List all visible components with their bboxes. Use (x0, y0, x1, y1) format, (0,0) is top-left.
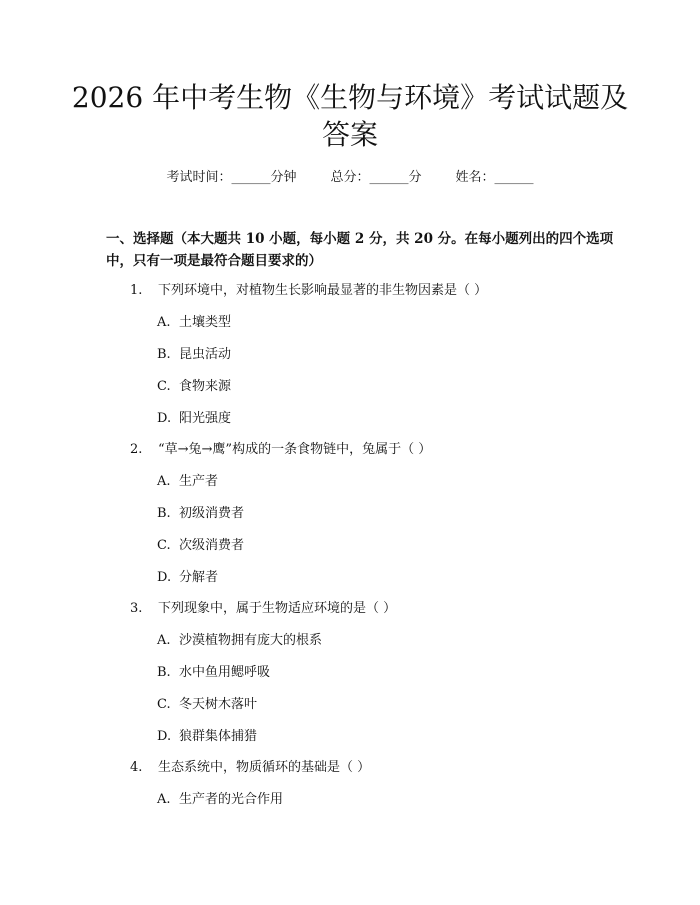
option-letter: C. (157, 697, 171, 712)
option-text: 狼群集体捕猎 (179, 729, 258, 744)
question-text: 下列环境中，对植物生长影响最显著的非生物因素是（ ） (158, 283, 488, 298)
question-2-option-b (157, 504, 244, 524)
total-score-field: 总分：______分 (330, 170, 422, 185)
question-4-option-a (157, 790, 283, 810)
exam-info-row (0, 168, 700, 188)
question-text: 生态系统中，物质循环的基础是（ ） (158, 760, 371, 775)
option-letter: A. (157, 474, 171, 489)
question-number: 3. (130, 601, 143, 616)
option-letter: A. (157, 633, 171, 648)
option-text: 昆虫活动 (179, 347, 232, 362)
option-letter: B. (157, 665, 171, 680)
question-number: 4. (130, 760, 143, 775)
option-text: 次级消费者 (179, 538, 245, 553)
question-3-option-a (157, 631, 322, 651)
question-3-option-b (157, 663, 270, 683)
option-text: 生产者的光合作用 (179, 792, 284, 807)
question-1-option-b (157, 345, 231, 365)
question-number: 2. (130, 442, 143, 457)
option-letter: A. (157, 792, 171, 807)
option-text: 水中鱼用鳃呼吸 (179, 665, 271, 680)
question-1-option-d (157, 409, 231, 429)
question-2-option-c (157, 536, 244, 556)
question-4 (130, 758, 370, 778)
question-text: 下列现象中，属于生物适应环境的是（ ） (158, 601, 397, 616)
option-letter: C. (157, 538, 171, 553)
option-text: 阳光强度 (179, 411, 232, 426)
question-1 (130, 281, 487, 301)
question-text: “草→兔→鹰”构成的一条食物链中，兔属于（ ） (158, 442, 432, 457)
option-letter: B. (157, 347, 171, 362)
option-letter: D. (157, 729, 172, 744)
exam-time-field: 考试时间：______分钟 (166, 170, 297, 185)
question-1-option-c (157, 377, 231, 397)
option-text: 初级消费者 (179, 506, 245, 521)
option-letter: D. (157, 570, 172, 585)
option-text: 冬天树木落叶 (179, 697, 258, 712)
option-letter: A. (157, 315, 171, 330)
option-text: 食物来源 (179, 379, 232, 394)
question-2 (130, 440, 431, 460)
option-text: 土壤类型 (179, 315, 232, 330)
section-heading: 一、选择题（本大题共 10 小题，每小题 2 分，共 20 分。在每小题列出的四个选项中，只有一项是最符合题目要求的） (106, 231, 614, 269)
option-text: 生产者 (179, 474, 219, 489)
question-2-option-a (157, 472, 218, 492)
question-number: 1. (130, 283, 143, 298)
option-text: 分解者 (179, 570, 219, 585)
option-letter: C. (157, 379, 171, 394)
question-3 (130, 599, 396, 619)
option-text: 沙漠植物拥有庞大的根系 (179, 633, 323, 648)
page-title-line-1: 2026 年中考生物《生物与环境》考试试题及 (71, 81, 629, 114)
student-name-field: 姓名：______ (455, 170, 534, 185)
option-letter: D. (157, 411, 172, 426)
option-letter: B. (157, 506, 171, 521)
question-2-option-d (157, 568, 218, 588)
question-3-option-d (157, 727, 257, 747)
question-3-option-c (157, 695, 257, 715)
page-title-line-2: 答案 (321, 118, 378, 151)
question-1-option-a (157, 313, 231, 333)
